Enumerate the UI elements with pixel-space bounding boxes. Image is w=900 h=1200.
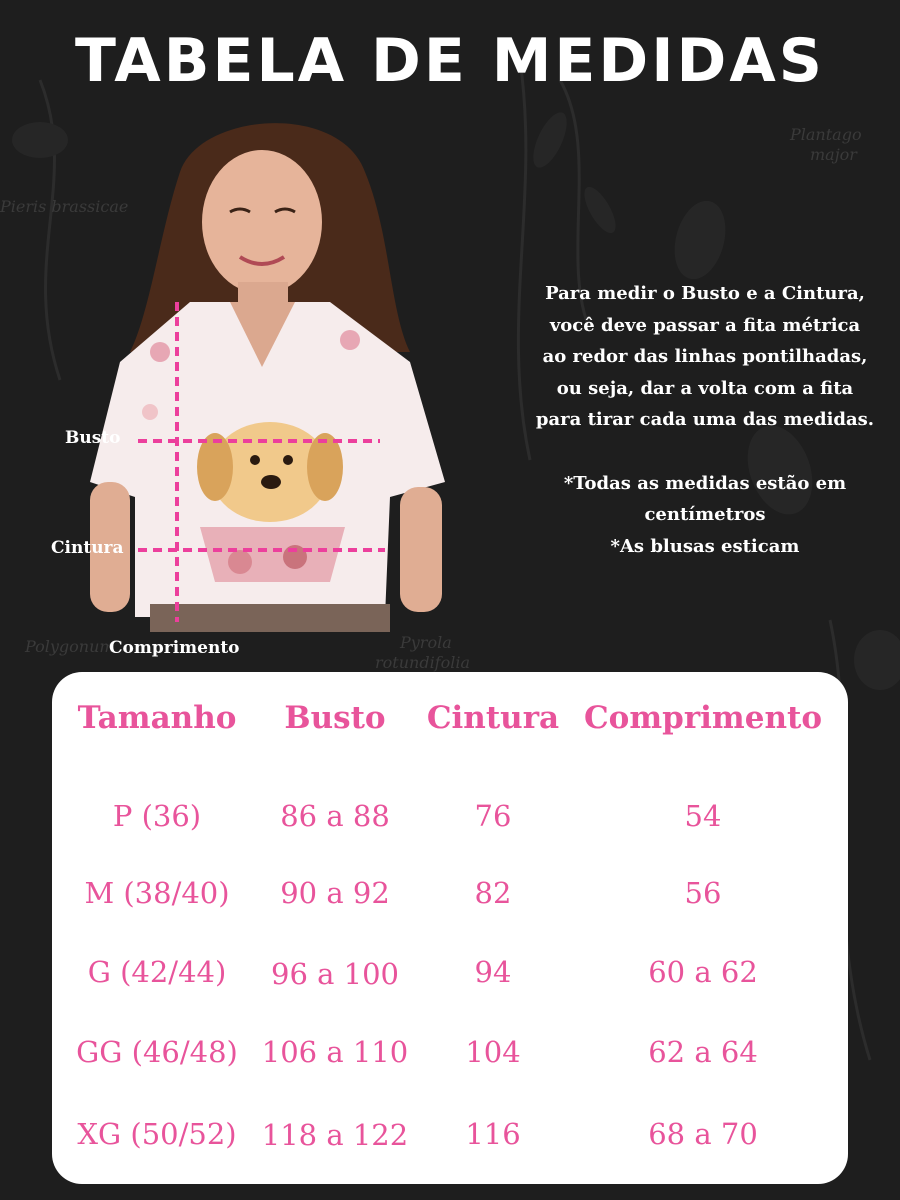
bg-text-major: major <box>810 145 857 164</box>
header-cintura: Cintura <box>426 700 560 736</box>
instruction-line: ao redor das linhas pontilhadas, <box>542 346 868 367</box>
cell-cintura: 82 <box>474 876 512 910</box>
bg-text-plantago: Plantago <box>790 125 862 144</box>
note-line: centímetros <box>644 504 766 525</box>
cell-cintura: 76 <box>474 799 512 833</box>
measuring-instructions <box>510 278 900 562</box>
header-busto: Busto <box>284 700 386 736</box>
bg-text-pyrola: Pyrola <box>400 633 452 652</box>
cell-comprimento: 62 a 64 <box>648 1035 758 1069</box>
cell-busto: 118 a 122 <box>261 1118 409 1152</box>
cell-size: XG (50/52) <box>77 1117 237 1151</box>
instruction-line: Para medir o Busto e a Cintura, <box>545 283 865 304</box>
bg-text-polygonum: Polygonum <box>25 637 115 656</box>
cell-comprimento: 56 <box>684 876 722 910</box>
bg-text-rotundifolia: rotundifolia <box>375 653 471 672</box>
header-tamanho: Tamanho <box>77 700 237 736</box>
cell-size: G (42/44) <box>87 955 227 989</box>
comprimento-label: Comprimento <box>109 638 240 658</box>
instruction-line: você deve passar a fita métrica <box>549 314 861 336</box>
model-photo <box>90 112 460 632</box>
cell-comprimento: 54 <box>684 799 722 833</box>
bg-text-pieris: Pieris brassicae <box>0 197 129 216</box>
cintura-label: Cintura <box>51 538 124 558</box>
note-line: *Todas as medidas estão em <box>563 472 847 494</box>
instruction-line: ou seja, dar a volta com a fita <box>556 377 854 399</box>
cell-comprimento: 60 a 62 <box>648 955 758 989</box>
size-table <box>52 672 848 1184</box>
cell-cintura: 104 <box>465 1035 521 1069</box>
cell-comprimento: 68 a 70 <box>648 1117 758 1151</box>
cell-cintura: 94 <box>474 955 512 989</box>
header-comprimento: Comprimento <box>584 700 822 736</box>
cell-busto: 90 a 92 <box>280 876 390 910</box>
cell-size: P (36) <box>112 799 202 833</box>
page-title: TABELA DE MEDIDAS <box>75 26 825 96</box>
busto-label: Busto <box>65 428 121 448</box>
cell-busto: 86 a 88 <box>280 799 390 833</box>
note-line: *As blusas esticam <box>610 535 800 557</box>
cell-busto: 106 a 110 <box>261 1035 409 1069</box>
cell-cintura: 116 <box>465 1117 521 1151</box>
cell-size: M (38/40) <box>84 876 230 910</box>
cell-busto: 96 a 100 <box>271 957 399 991</box>
cell-size: GG (46/48) <box>76 1035 238 1069</box>
instruction-line: para tirar cada uma das medidas. <box>535 409 875 430</box>
